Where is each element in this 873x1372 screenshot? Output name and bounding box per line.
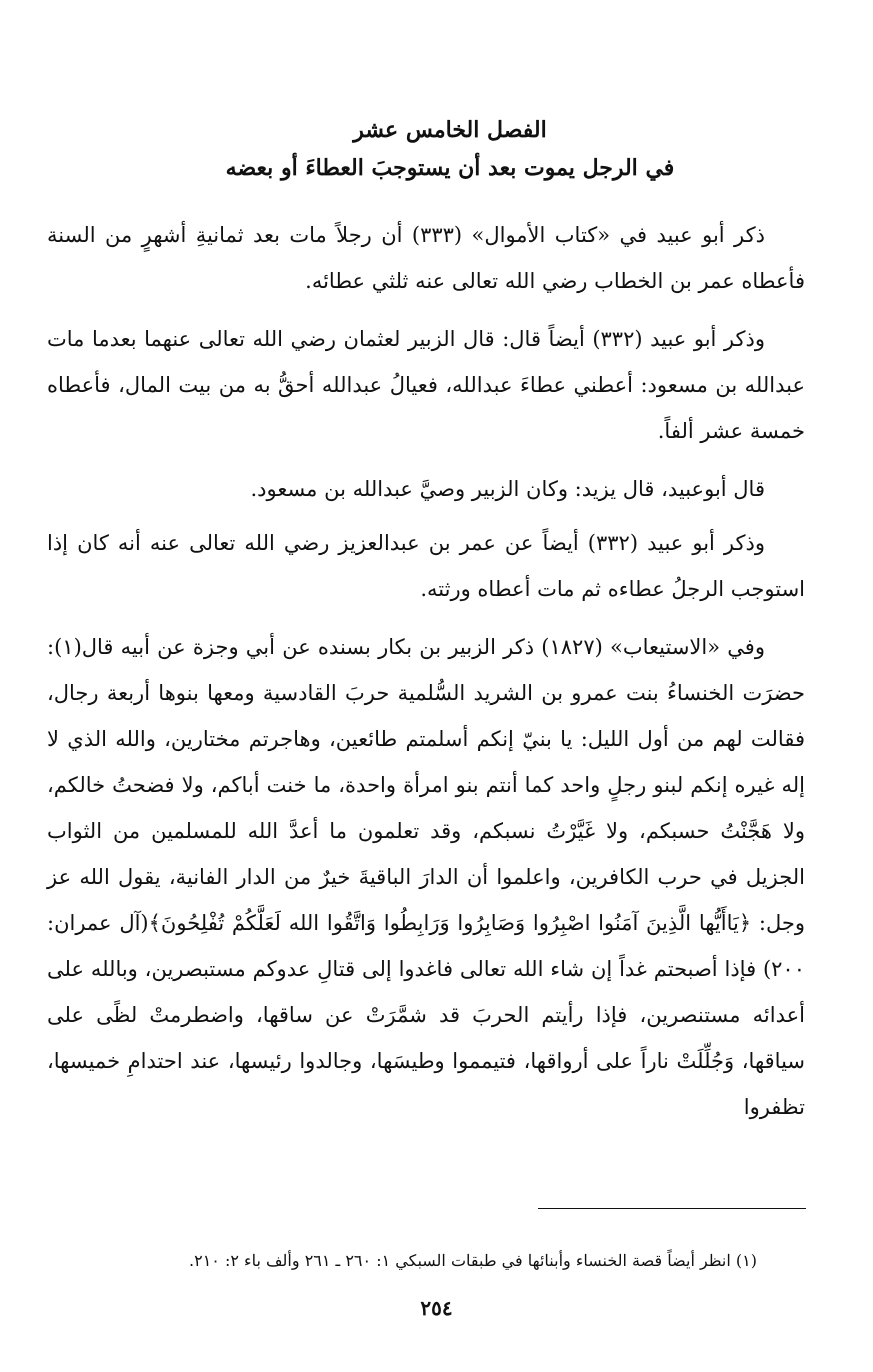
paragraph-2: وذكر أبو عبيد (٣٣٢) أيضاً قال: قال الزبير لعثمان رضي الله تعالى عنهما بعدما مات عبدالله بن مسعود: أعطني عطاءَ عبدالله، فعيالُ عبدالله أحقُّ به من بيت المال، فأعطاه خمسة عشر ألفاً. bbox=[47, 327, 805, 443]
chapter-title: الفصل الخامس عشر bbox=[353, 117, 547, 143]
paragraph-1: ذكر أبو عبيد في «كتاب الأموال» (٣٣٣) أن رجلاً مات بعد ثمانيةِ أشهرٍ من السنة فأعطاه عمر بن الخطاب رضي الله تعالى عنه ثلثي عطائه. bbox=[47, 223, 805, 293]
paragraph-3: قال أبوعبيد، قال يزيد: وكان الزبير وصيَّ عبدالله بن مسعود. bbox=[250, 477, 765, 501]
body-text bbox=[47, 212, 805, 1142]
footnote-divider bbox=[538, 1208, 806, 1209]
paragraph-5: وفي «الاستيعاب» (١٨٢٧) ذكر الزبير بن بكار بسنده عن أبي وجزة عن أبيه قال(١): حضرَت الخنساءُ بنت عمرو بن الشريد السُّلمية حربَ القادسية ومعها بنوها أربعة رجال، فقالت لهم من أول الليل: يا بنيّ إنكم أسلمتم طائعين، وهاجرتم مختارين، والله الذي لا إله غيره إنكم لبنو رجلٍ واحد كما أنتم بنو امرأة واحدة، ما خنت أباكم، ولا فضحتُ خالكم، ولا هَجَّنْتُ حسبكم، ولا غَيَّرْتُ نسبكم، وقد تعلمون ما أعدَّ الله للمسلمين من الثواب الجزيل في حرب الكافرين، واعلموا أن الدارَ الباقيةَ خيرٌ من الدار الفانية، يقول الله عز وجل: ﴿يَاأَيُّها الَّذِينَ آمَنُوا اصْبِرُوا وَصَابِرُوا وَرَابِطُوا وَاتَّقُوا الله لَعَلَّكُمْ تُفْلِحُونَ﴾(آل عمران: ٢٠٠) فإذا أصبحتم غداً إن شاء الله تعالى فاغدوا إلى قتالِ عدوكم مستبصرين، وبالله على أعدائه مستنصرين، فإذا رأيتم الحربَ قد شمَّرَتْ عن ساقها، واضطرمتْ لظًى على سياقها، وَجُلِّلَتْ ناراً على أرواقها، فتيمموا وطيسَها، وجالدوا رئيسها، عند احتدامِ خميسها، تظفروا bbox=[47, 635, 805, 1119]
paragraph-4: وذكر أبو عبيد (٣٣٢) أيضاً عن عمر بن عبدالعزيز رضي الله تعالى عنه أنه كان إذا استوجب الرجلُ عطاءه ثم مات أعطاه ورثته. bbox=[47, 531, 805, 601]
page-number: ٢٥٤ bbox=[420, 1296, 453, 1320]
footnote: (١) انظر أيضاً قصة الخنساء وأبنائها في طبقات السبكي ١: ٢٦٠ ـ ٢٦١ وألف باء ٢: ٢١٠. bbox=[189, 1251, 757, 1270]
chapter-heading bbox=[150, 112, 750, 188]
chapter-subtitle: في الرجل يموت بعد أن يستوجبَ العطاءَ أو بعضه bbox=[225, 155, 675, 181]
